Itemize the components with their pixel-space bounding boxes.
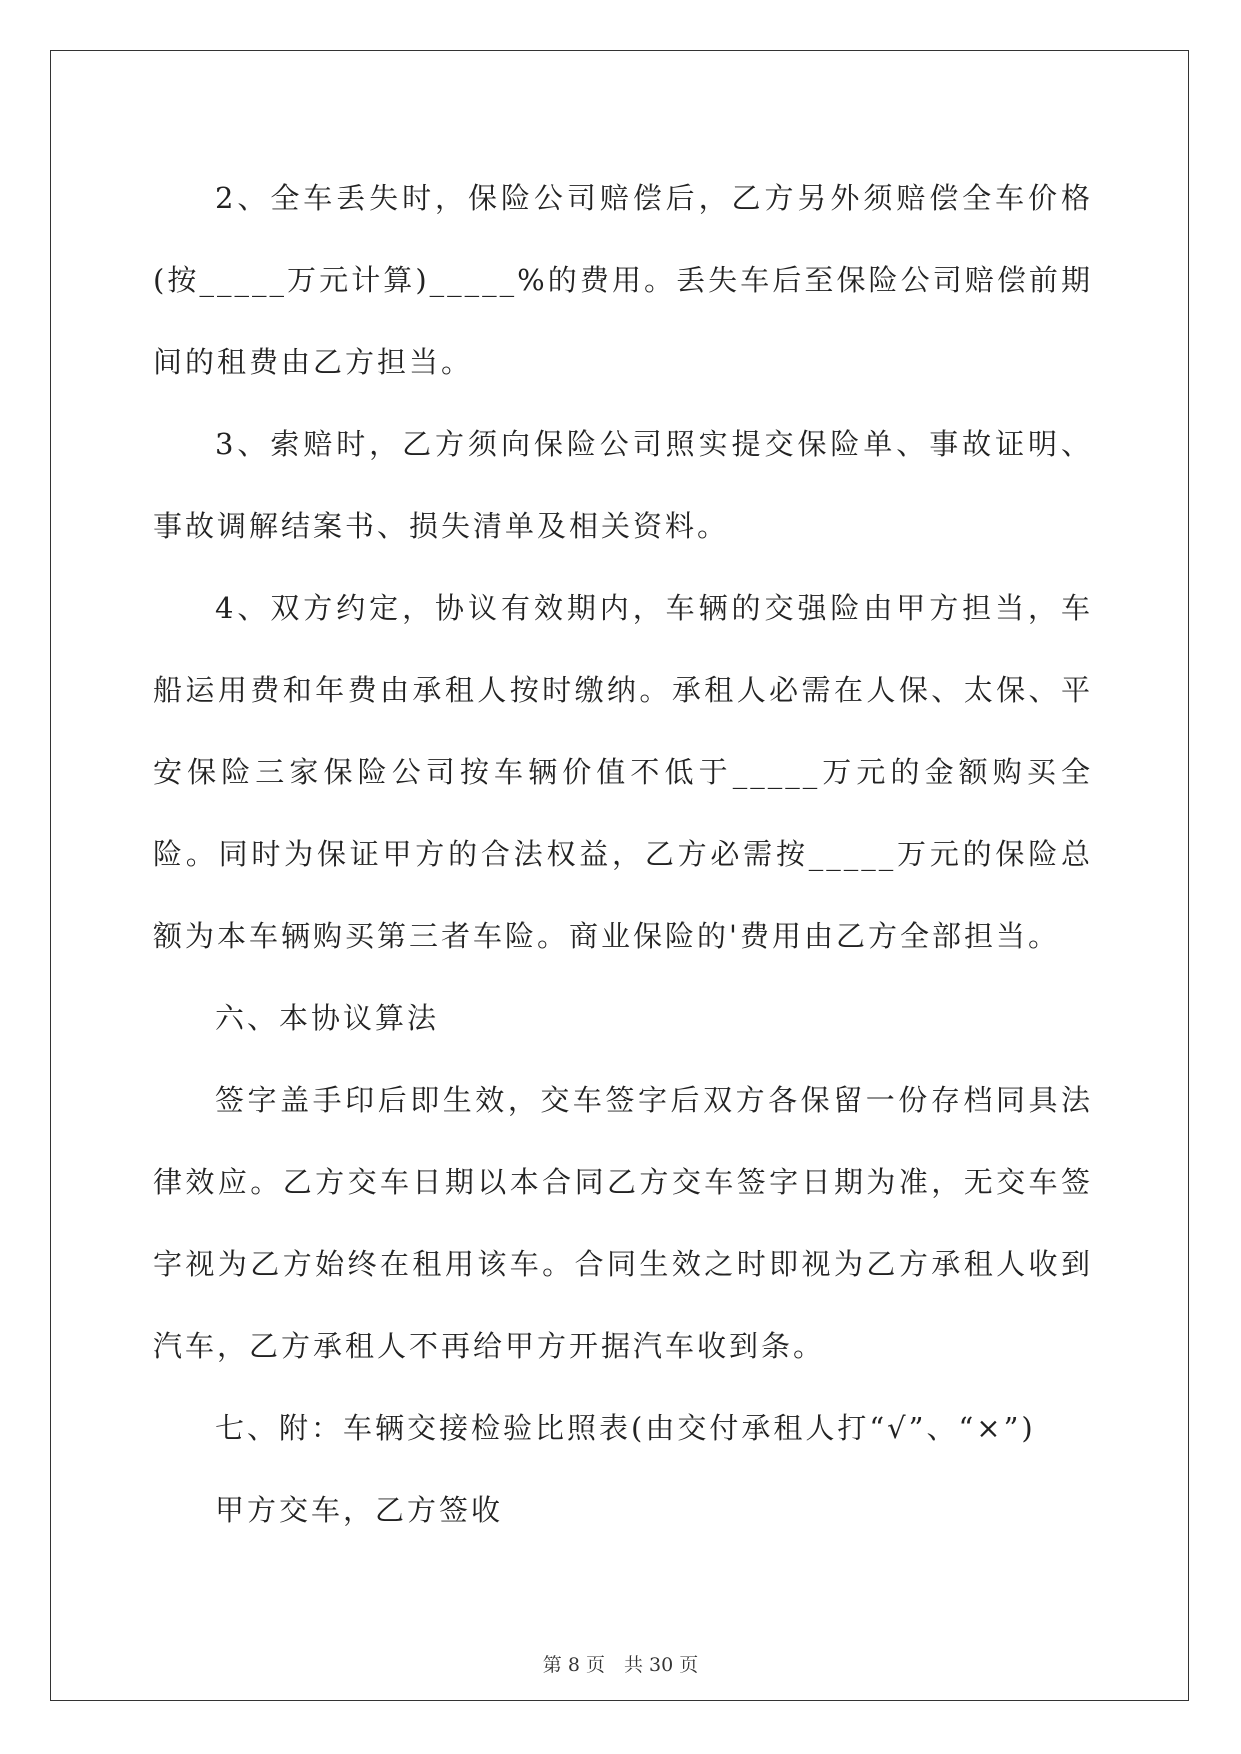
page-number: 第 8 页 共 30 页 [542, 1654, 699, 1676]
document-body [153, 157, 1093, 1551]
paragraph-effect: 签字盖手印后即生效，交车签字后双方各保留一份存档同具法律效应。乙方交车日期以本合同乙方交车签字日期为准，无交车签字视为乙方始终在租用该车。合同生效之时即视为乙方承租人收到汽车，乙方承租人不再给甲方开据汽车收到条。 [153, 1083, 1093, 1363]
section-heading-7: 七、附：车辆交接检验比照表(由交付承租人打“√”、“×”) [215, 1411, 1036, 1445]
section-heading-6: 六、本协议算法 [215, 1001, 440, 1035]
paragraph-clause-2: 2、全车丢失时，保险公司赔偿后，乙方另外须赔偿全车价格(按_____万元计算)_____%的费用。丢失车后至保险公司赔偿前期间的租费由乙方担当。 [153, 181, 1093, 379]
paragraph-clause-4: 4、双方约定，协议有效期内，车辆的交强险由甲方担当，车船运用费和年费由承租人按时缴纳。承租人必需在人保、太保、平安保险三家保险公司按车辆价值不低于_____万元的金额购买全险。同时为保证甲方的合法权益，乙方必需按_____万元的保险总额为本车辆购买第三者车险。商业保险的'费用由乙方全部担当。 [153, 591, 1093, 953]
paragraph-clause-3: 3、索赔时，乙方须向保险公司照实提交保险单、事故证明、事故调解结案书、损失清单及相关资料。 [153, 427, 1093, 543]
paragraph-handover: 甲方交车，乙方签收 [215, 1493, 504, 1527]
